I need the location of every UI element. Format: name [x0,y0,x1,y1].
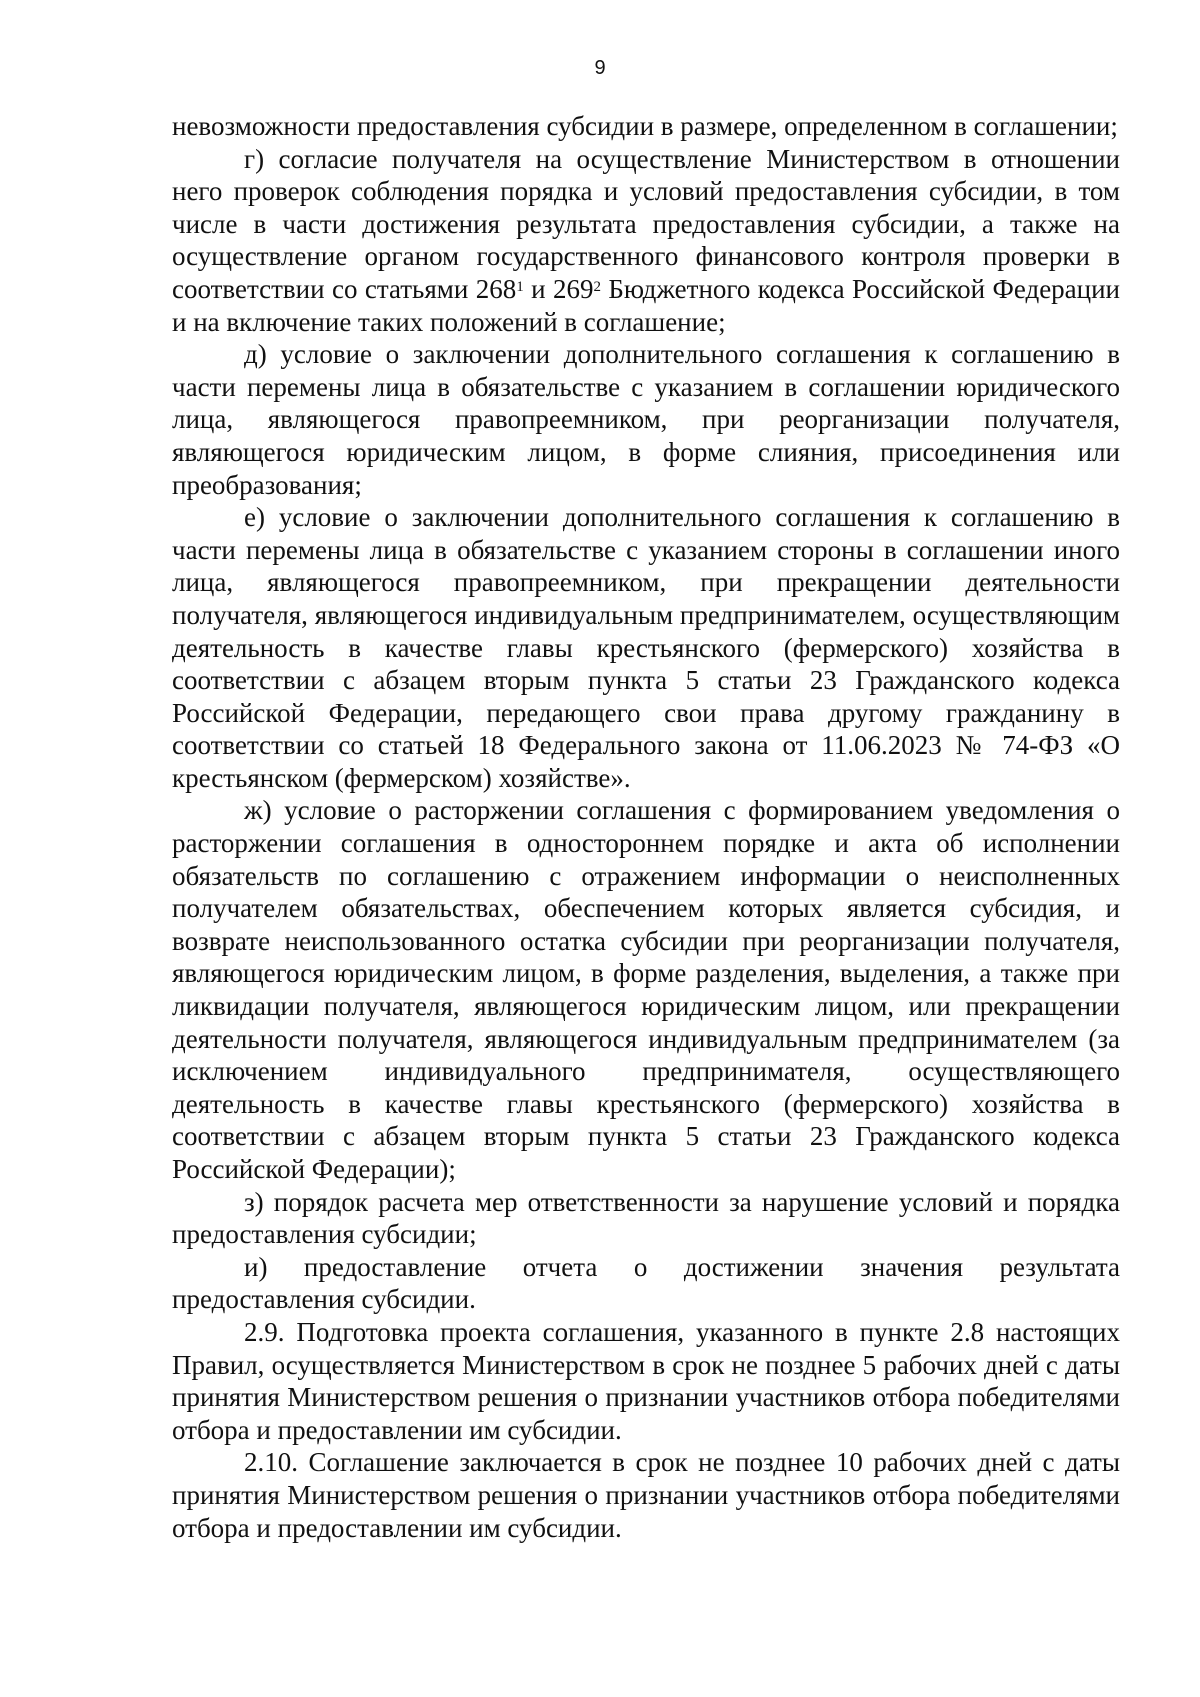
paragraph-e: е) условие о заключении дополнительного соглашения к соглашению в части перемены лица в обязательстве с указанием стороны в соглашении иного лица, являющегося правопреемником, при прекращении деятельности получателя, являющегося индивидуальным предпринимателем, осуществляющим деятельность в качестве главы крестьянского (фермерского) хозяйства в соответствии с абзацем вторым пункта 5 статьи 23 Гражданского кодекса Российской Федерации, передающего свои права другому гражданину в соответствии со статьей 18 Федерального закона от 11.06.2023 № 74-ФЗ «О крестьянском (фермерском) хозяйстве». [172,502,1120,793]
paragraph-g-text-2: и 269 [523,273,594,304]
document-body [172,110,1120,1544]
paragraph-g [172,143,1120,339]
paragraph-d: д) условие о заключении дополнительного соглашения к соглашению в части перемены лица в обязательстве с указанием в соглашении юридического лица, являющегося правопреемником, при реорганизации получателя, являющегося юридическим лицом, в форме слияния, присоединения или преобразования; [172,339,1120,500]
paragraph-z: з) порядок расчета мер ответственности за нарушение условий и порядка предоставления субсидии; [172,1186,1120,1250]
paragraph-i: и) предоставление отчета о достижении значения результата предоставления субсидии. [172,1251,1120,1315]
paragraph-g-text: г) согласие получателя на осуществление Министерством в отношении него проверок соблюдения порядка и условий предоставления субсидии, в том числе в части достижения результата предоставления субсидии, а также на осуществление органом государственного финансового контроля проверки в соответствии со статьями 268 [172,143,1120,304]
paragraph-g-text-3: Бюджетного кодекса Российской Федерации и на включение таких положений в соглашение; [172,273,1121,337]
superscript-2: 2 [593,278,601,295]
paragraph-2-9: 2.9. Подготовка проекта соглашения, указанного в пункте 2.8 настоящих Правил, осуществляется Министерством в срок не позднее 5 рабочих дней с даты принятия Министерством решения о признании участников отбора победителями отбора и предоставлении им субсидии. [172,1316,1120,1445]
paragraph-zh: ж) условие о расторжении соглашения с формированием уведомления о расторжении соглашения в одностороннем порядке и акта об исполнении обязательств по соглашению с отражением информации о неисполненных получателем обязательствах, обеспечением которых является субсидия, и возврате неиспользованного остатка субсидии при реорганизации получателя, являющегося юридическим лицом, в форме разделения, выделения, а также при ликвидации получателя, являющегося юридическим лицом, или прекращении деятельности получателя, являющегося индивидуальным предпринимателем (за исключением индивидуального предпринимателя, осуществляющего деятельность в качестве главы крестьянского (фермерского) хозяйства в соответствии с абзацем вторым пункта 5 статьи 23 Гражданского кодекса Российской Федерации); [172,795,1120,1184]
paragraph-continuation: невозможности предоставления субсидии в размере, определенном в соглашении; [172,111,1118,141]
page-number: 9 [594,57,606,79]
superscript-1: 1 [516,278,524,295]
paragraph-2-10: 2.10. Соглашение заключается в срок не позднее 10 рабочих дней с даты принятия Министерством решения о признании участников отбора победителями отбора и предоставлении им субсидии. [172,1447,1120,1543]
